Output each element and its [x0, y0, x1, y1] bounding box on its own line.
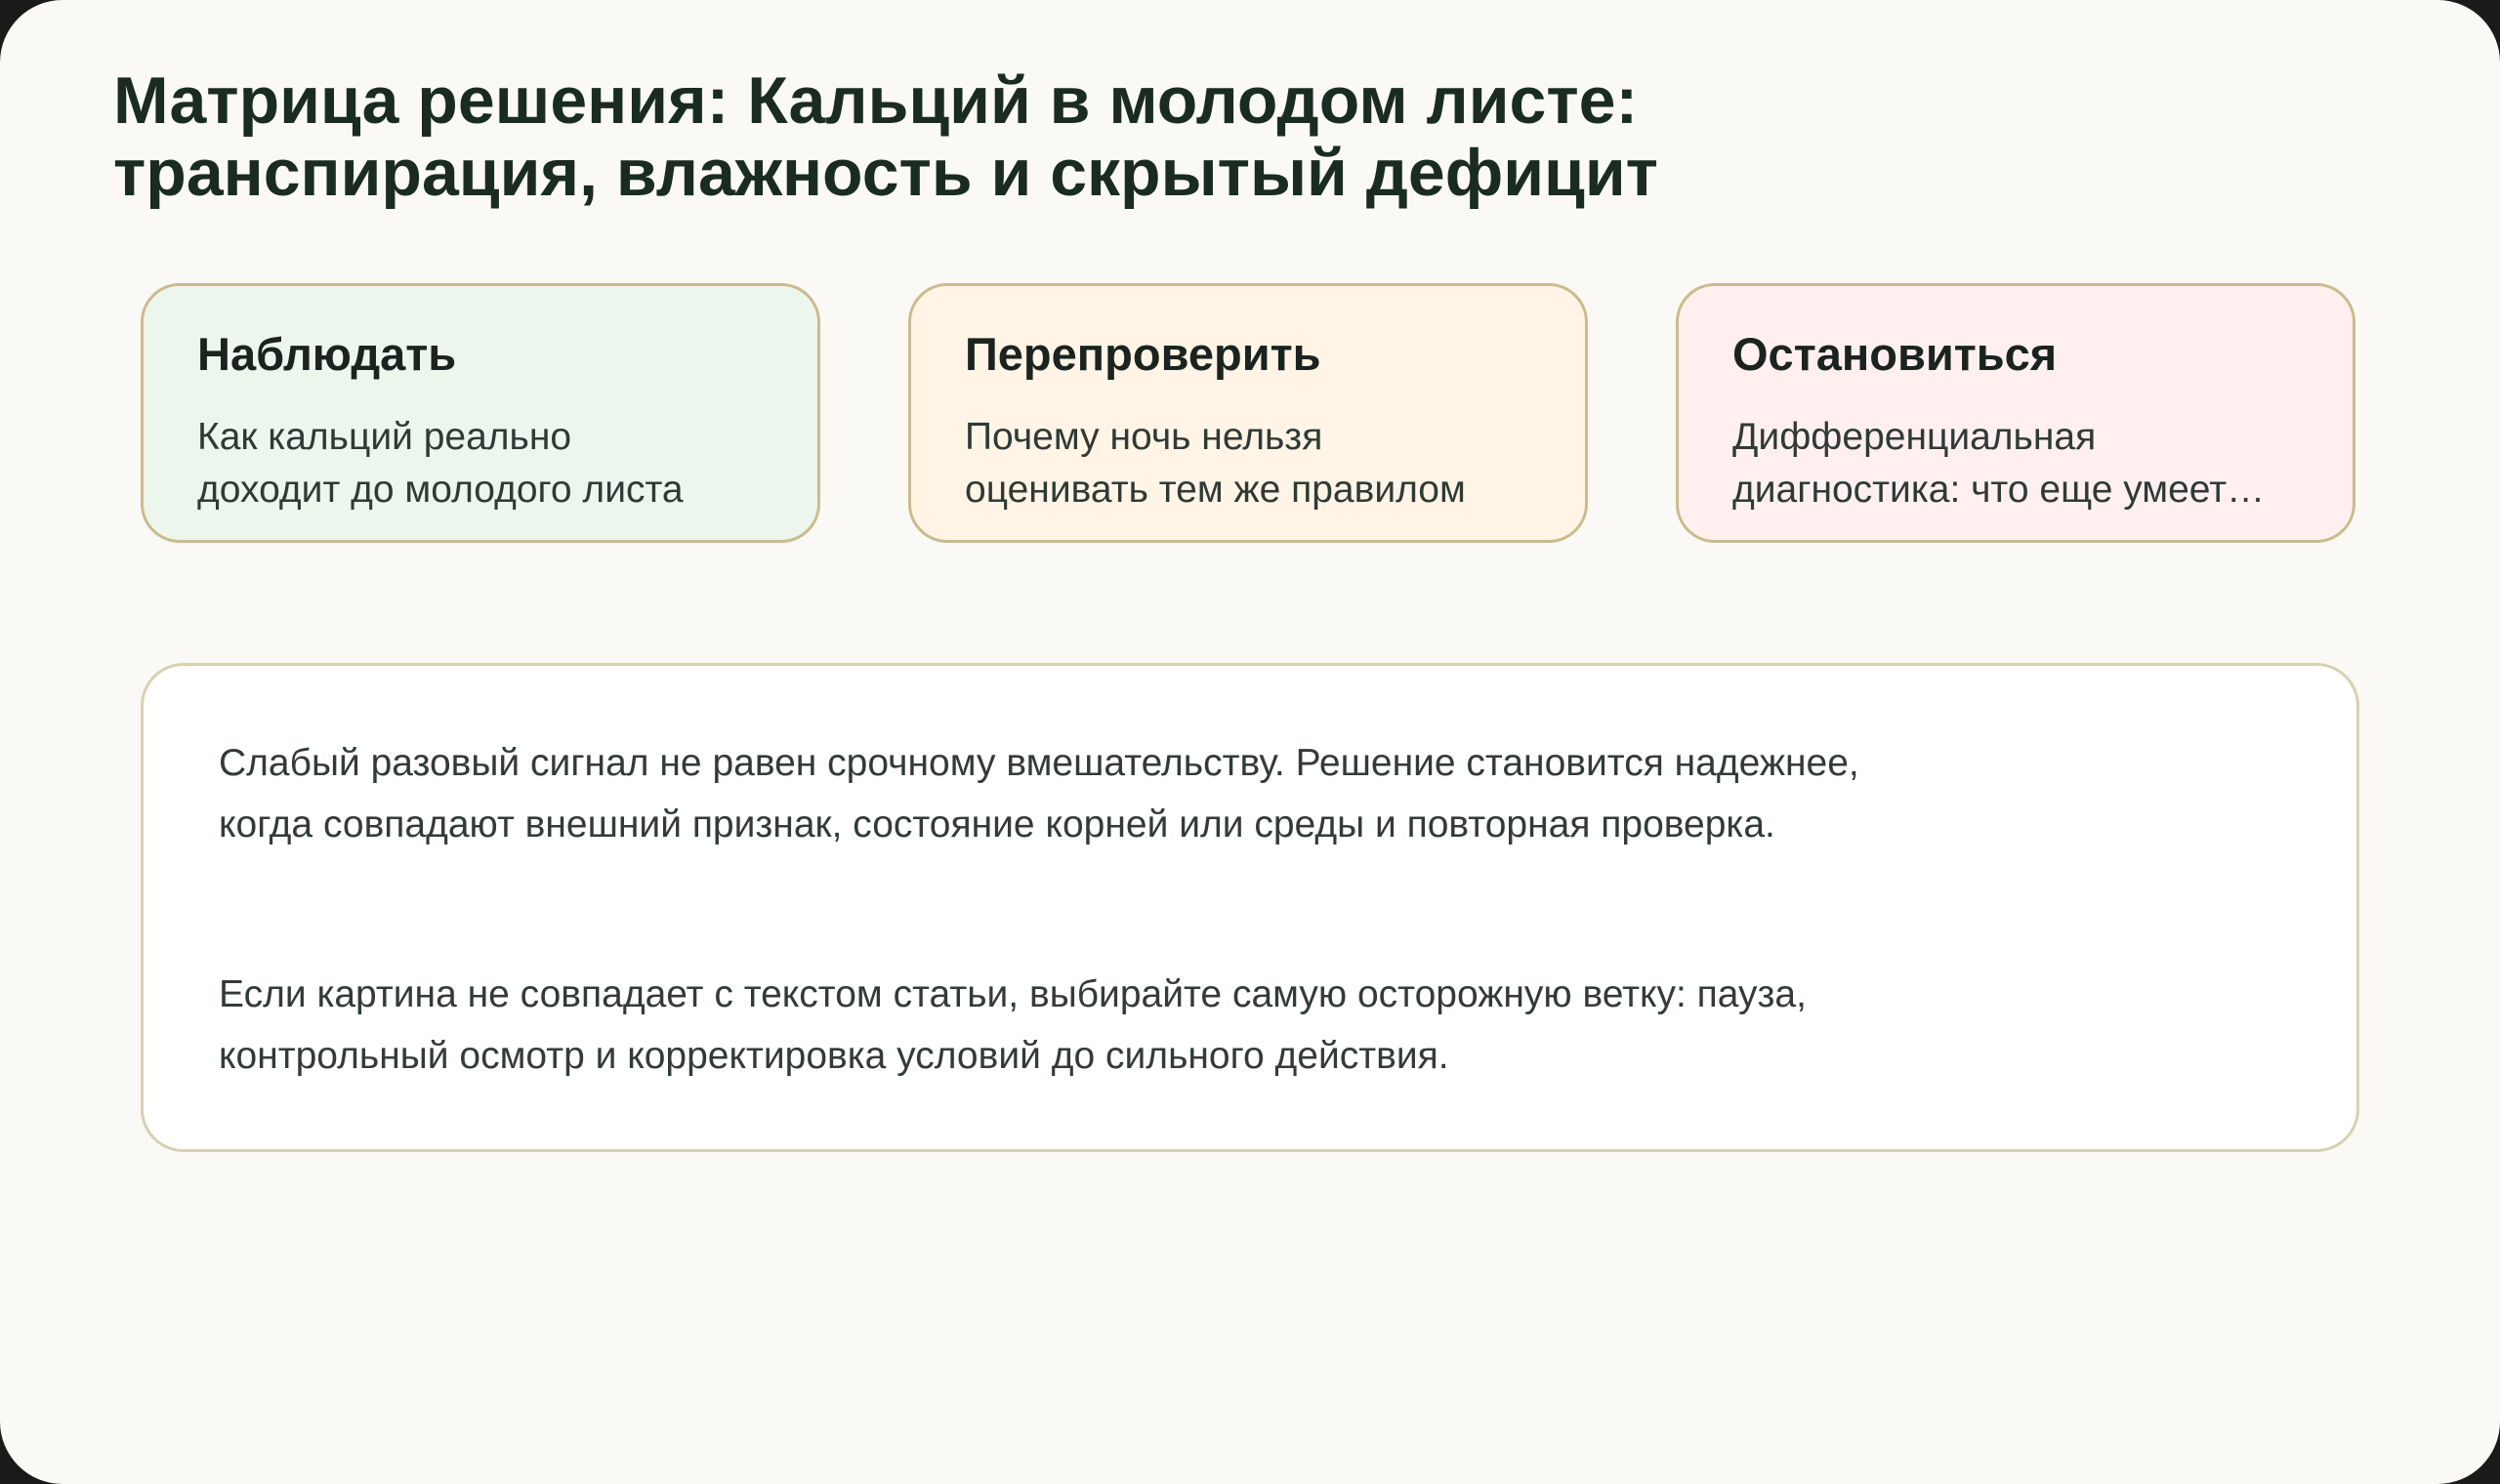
- card-description-line: доходит до молодого листа: [197, 469, 684, 511]
- note-line: когда совпадают внешний признак, состояние корней или среды и повторная проверка.: [219, 804, 1775, 845]
- note-paragraph: [219, 964, 1807, 1087]
- card-title: Наблюдать: [197, 328, 457, 380]
- card-recheck[interactable]: [908, 283, 1588, 543]
- note-paragraph: [219, 732, 1859, 855]
- card-description-line: Почему ночь нельзя: [965, 416, 1323, 458]
- note-line: Если картина не совпадает с текстом статьи, выбирайте самую осторожную ветку: пауза,: [219, 973, 1807, 1015]
- card-description: [1732, 411, 2318, 516]
- card-title: Остановиться: [1732, 328, 2058, 380]
- card-observe[interactable]: [141, 283, 820, 543]
- card-description-line: Как кальций реально: [197, 416, 572, 458]
- page-title-line-2: транспирация, влажность и скрытый дефицит: [113, 136, 1658, 210]
- note-line: Слабый разовый сигнал не равен срочному вмешательству. Решение становится надежнее,: [219, 742, 1859, 784]
- page-title-line-1: Матрица решения: Кальций в молодом листе:: [113, 63, 1639, 138]
- guidance-note-box: [141, 663, 2359, 1152]
- card-description: [965, 411, 1551, 516]
- card-stop[interactable]: [1676, 283, 2355, 543]
- card-description: [197, 411, 783, 516]
- card-title: Перепроверить: [965, 328, 1321, 380]
- card-description-line: Дифференциальная: [1732, 416, 2097, 458]
- note-line: контрольный осмотр и корректировка условий до сильного действия.: [219, 1035, 1449, 1077]
- page-title: [113, 64, 1969, 209]
- card-description-line: диагностика: что еще умеет…: [1732, 469, 2266, 511]
- card-description-line: оценивать тем же правилом: [965, 469, 1466, 511]
